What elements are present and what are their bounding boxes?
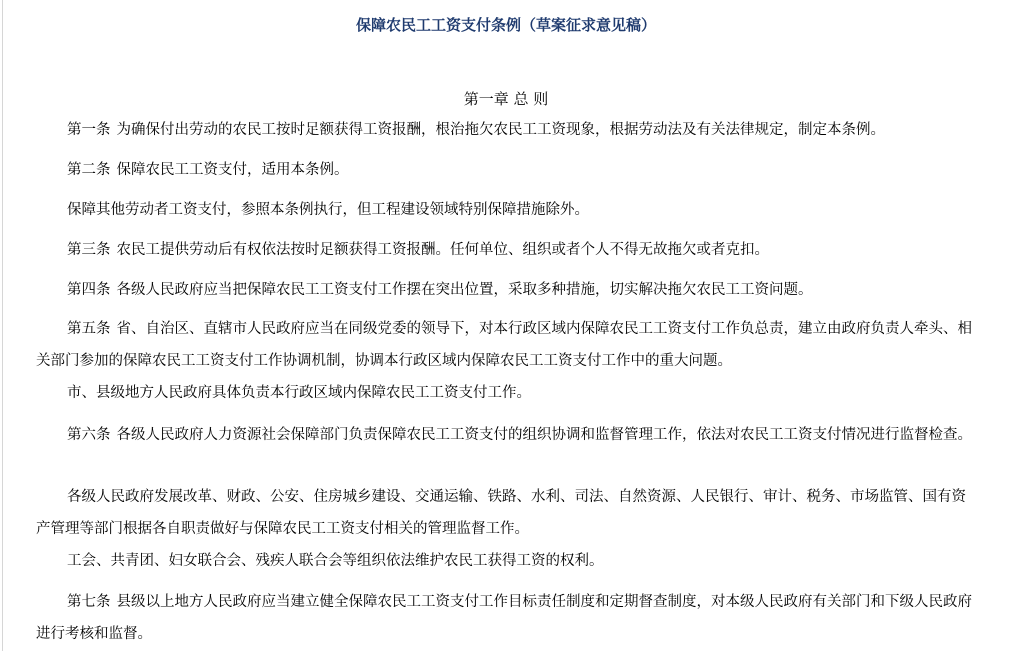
paragraph-text: 县级以上地方人民政府应当建立健全保障农民工工资支付工作目标责任制度和定期督查制度，对本级人民政府有关部门和下级人民政府进行考核和监督。 — [36, 594, 972, 642]
paragraph-article-6-extra-2 — [36, 545, 980, 577]
article-number: 第五条 — [67, 321, 111, 337]
paragraph-article-5 — [36, 313, 980, 377]
paragraph-text: 市、县级地方人民政府具体负责本行政区域内保障农民工工资支付工作。 — [67, 385, 531, 401]
chapter-heading: 第一章 总 则 — [463, 90, 549, 108]
article-number: 第二条 — [67, 162, 111, 178]
paragraph-text: 省、自治区、直辖市人民政府应当在同级党委的领导下，对本行政区域内保障农民工工资支付工作负总责，建立由政府负责人牵头、相关部门参加的保障农民工工资支付工作协调机制，协调本行政区域内保障农民工工资支付工作中的重大问题。 — [36, 321, 972, 369]
article-number: 第一条 — [67, 122, 111, 138]
paragraph-article-5-extra — [36, 377, 980, 409]
paragraph-article-4 — [36, 274, 980, 306]
paragraph-article-2-extra — [36, 194, 980, 226]
article-number: 第四条 — [67, 282, 111, 298]
paragraph-article-2 — [36, 154, 980, 186]
paragraph-text: 保障农民工工资支付，适用本条例。 — [116, 162, 349, 178]
paragraph-text: 工会、共青团、妇女联合会、残疾人联合会等组织依法维护农民工获得工资的权利。 — [67, 553, 604, 569]
paragraph-text: 各级人民政府人力资源社会保障部门负责保障农民工工资支付的组织协调和监督管理工作，依法对农民工工资支付情况进行监督检查。 — [116, 427, 972, 443]
paragraph-article-1 — [36, 114, 980, 146]
paragraph-text: 为确保付出劳动的农民工按时足额获得工资报酬，根治拖欠农民工工资现象，根据劳动法及有关法律规定，制定本条例。 — [116, 122, 885, 138]
paragraph-article-6 — [36, 419, 980, 451]
document-title: 保障农民工工资支付条例（草案征求意见稿） — [355, 16, 656, 34]
article-number: 第七条 — [67, 594, 111, 610]
paragraph-text: 各级人民政府应当把保障农民工工资支付工作摆在突出位置，采取多种措施，切实解决拖欠农民工工资问题。 — [116, 282, 813, 298]
paragraph-text: 农民工提供劳动后有权依法按时足额获得工资报酬。任何单位、组织或者个人不得无故拖欠或者克扣。 — [116, 242, 769, 258]
paragraph-article-3 — [36, 234, 980, 266]
article-number: 第六条 — [67, 427, 111, 443]
paragraph-text: 保障其他劳动者工资支付，参照本条例执行，但工程建设领域特别保障措施除外。 — [67, 202, 589, 218]
paragraph-article-7 — [36, 586, 980, 650]
paragraph-text: 各级人民政府发展改革、财政、公安、住房城乡建设、交通运输、铁路、水利、司法、自然资源、人民银行、审计、税务、市场监管、国有资产管理等部门根据各自职责做好与保障农民工工资支付相关的管理监督工作。 — [36, 489, 966, 537]
article-number: 第三条 — [67, 242, 111, 258]
paragraph-article-6-extra-1 — [36, 481, 980, 545]
